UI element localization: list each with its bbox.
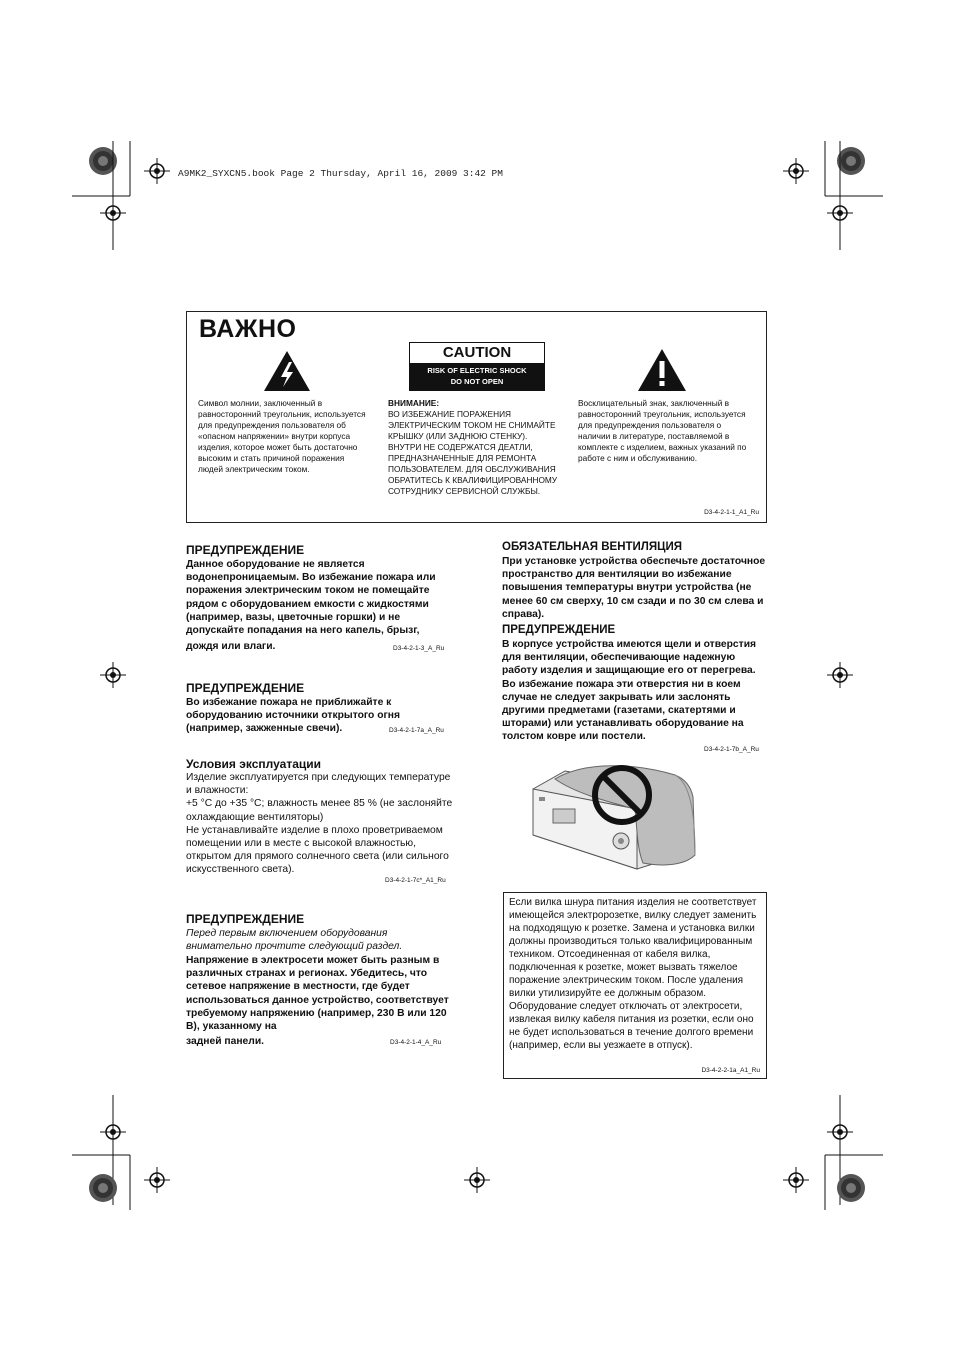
- warning-1-last-line: дождя или влаги.: [186, 641, 276, 652]
- warning-1-code: D3-4-2-1-3_A_Ru: [393, 645, 445, 652]
- caution-notice-heading: ВНИМАНИЕ:: [388, 398, 440, 408]
- warning-3-code: D3-4-2-1-4_A_Ru: [390, 1039, 442, 1046]
- caution-notice-text: ВО ИЗБЕЖАНИЕ ПОРАЖЕНИЯ ЭЛЕКТРИЧЕСКИМ ТОКОМ НЕ СНИМАЙТЕ КРЫШКУ (ИЛИ ЗАДНЮЮ СТЕНКУ). ВНУТРИ НЕ СОДЕРЖАТСЯ ДЕАТЛИ, ПРЕДНАЗНАЧЕННЫЕ ДЛЯ РЕМОНТА ПОЛЬЗОВАТЕЛЕМ. ДЛЯ ОБСЛУЖИВАНИЯ ОБРАТИТЕСЬ К КВАЛИФИЦИРОВАННОМУ СОТРУДНИКУ СЕРВИСНОЙ СЛУЖБЫ.: [388, 409, 558, 496]
- caution-label: [409, 342, 545, 391]
- warning-1-title: ПРЕДУПРЕЖДЕНИЕ: [186, 543, 305, 557]
- warning-2-title: ПРЕДУПРЕЖДЕНИЕ: [186, 681, 305, 695]
- warning-4-code: D3-4-2-1-7b_A_Ru: [704, 746, 759, 753]
- ventilation-title: ОБЯЗАТЕЛЬНАЯ ВЕНТИЛЯЦИЯ: [502, 541, 683, 553]
- warning-2-text: Во избежание пожара не приближайте к оборудованию источники открытого огня: [186, 697, 401, 722]
- caution-label-risk: [410, 363, 544, 390]
- important-title: ВАЖНО: [199, 315, 297, 343]
- important-box: [186, 311, 767, 523]
- warning-2-code: D3-4-2-1-7a_A_Ru: [389, 727, 444, 734]
- caution-risk-line-1: RISK OF ELECTRIC SHOCK: [427, 366, 527, 375]
- conditions-code: D3-4-2-1-7c*_A1_Ru: [385, 877, 446, 884]
- conditions-title: Условия эксплуатации: [186, 757, 321, 771]
- caution-label-title: CAUTION: [442, 344, 512, 361]
- plug-notice-text: Если вилка шнура питания изделия не соответствует имеющейся электророзетке, вилку следует заменить на подходящую к розетке. Замена и установка вилки должны производиться только квалифицированным техником. Отсоединенная от кабеля вилка, подключенная к розетке, может вызвать тяжелое поражение электрическим током. После удаления вилки утилизируйте ее должным образом. Оборудование следует отключать от электросети, извлекая вилку кабеля питания из розетки, если оно не будет использоваться в течение долгого времени (например, если вы уезжаете в отпуск).: [509, 897, 757, 1051]
- warning-3-text: Напряжение в электросети может быть разным в различных странах и регионах. Убедитесь, что сетевое напряжение в местности, где будет использоваться данное устройство, соответствует требуемому напряжению (например, 230 В или 120 В), указанному на: [186, 955, 449, 1033]
- plug-notice-box: [503, 892, 767, 1079]
- lightning-warning-icon: [263, 350, 311, 392]
- warning-4-title: ПРЕДУПРЕЖДЕНИЕ: [502, 624, 616, 636]
- caution-notice: [388, 398, 560, 497]
- warning-1-text: Данное оборудование не является водонепроницаемым. Во избежание пожара или поражения электрическим током не помещайте рядом с оборудованием емкости с жидкостями (например, вазы, цветочные горшки) и не допускайте попадания на него капель, брызг,: [186, 559, 436, 637]
- caution-risk-line-2: DO NOT OPEN: [450, 377, 504, 386]
- exclamation-symbol-text: Восклицательный знак, заключенный в равносторонний треугольник, используется для предупреждения пользователя о наличии в литературе, поставляемой в комплекте с изделием, важных указаний по работе с ним и обслуживанию.: [578, 398, 747, 463]
- plug-notice-code: D3-4-2-2-1a_A1_Ru: [701, 1067, 760, 1074]
- exclamation-warning-icon: [637, 348, 687, 392]
- file-header: A9MK2_SYXCN5.book Page 2 Thursday, April 16, 2009 3:42 PM: [178, 168, 503, 179]
- covered-device-illustration: [525, 757, 710, 875]
- important-code: D3-4-2-1-1_A1_Ru: [704, 509, 759, 516]
- conditions-text: Изделие эксплуатируется при следующих температуре и влажности: +5 °C до +35 °C; влажность менее 85 % (не заслоняйте охлаждающие вентиляторы) Не устанавливайте изделие в плохо проветриваемом помещении или в месте с высокой влажностью, открытом для прямого солнечного света (или сильного искусственного света).: [186, 772, 453, 876]
- lightning-symbol-text: Символ молнии, заключенный в равносторонний треугольник, используется для предупреждения пользователя об «опасном напряжении» внутри корпуса изделия, которое может быть достаточно высоким и стать причиной поражения людей электрическим током.: [198, 398, 366, 474]
- warning-3-title: ПРЕДУПРЕЖДЕНИЕ: [186, 912, 305, 926]
- warning-4-text: В корпусе устройства имеются щели и отверстия для вентиляции, обеспечивающие надежную работу изделия и защищающие его от перегрева. Во избежание пожара эти отверстия ни в коем случае не следует закрывать или заслонять другими предметами (газетами, скатертями и шторами) или устанавливать оборудование на толстом ковре или постели.: [502, 639, 757, 743]
- warning-3-last-line: задней панели.: [186, 1036, 265, 1047]
- warning-3-intro: Перед первым включением оборудования внимательно прочтите следующий раздел.: [186, 928, 403, 953]
- ventilation-text: При установке устройства обеспечьте достаточное пространство для вентиляции во избежание повышения температуры внутри устройства (не менее 60 см сверху, 10 см сзади и по 30 см слева и справа).: [502, 556, 766, 620]
- warning-2-last-line: (например, зажженные свечи).: [186, 723, 343, 734]
